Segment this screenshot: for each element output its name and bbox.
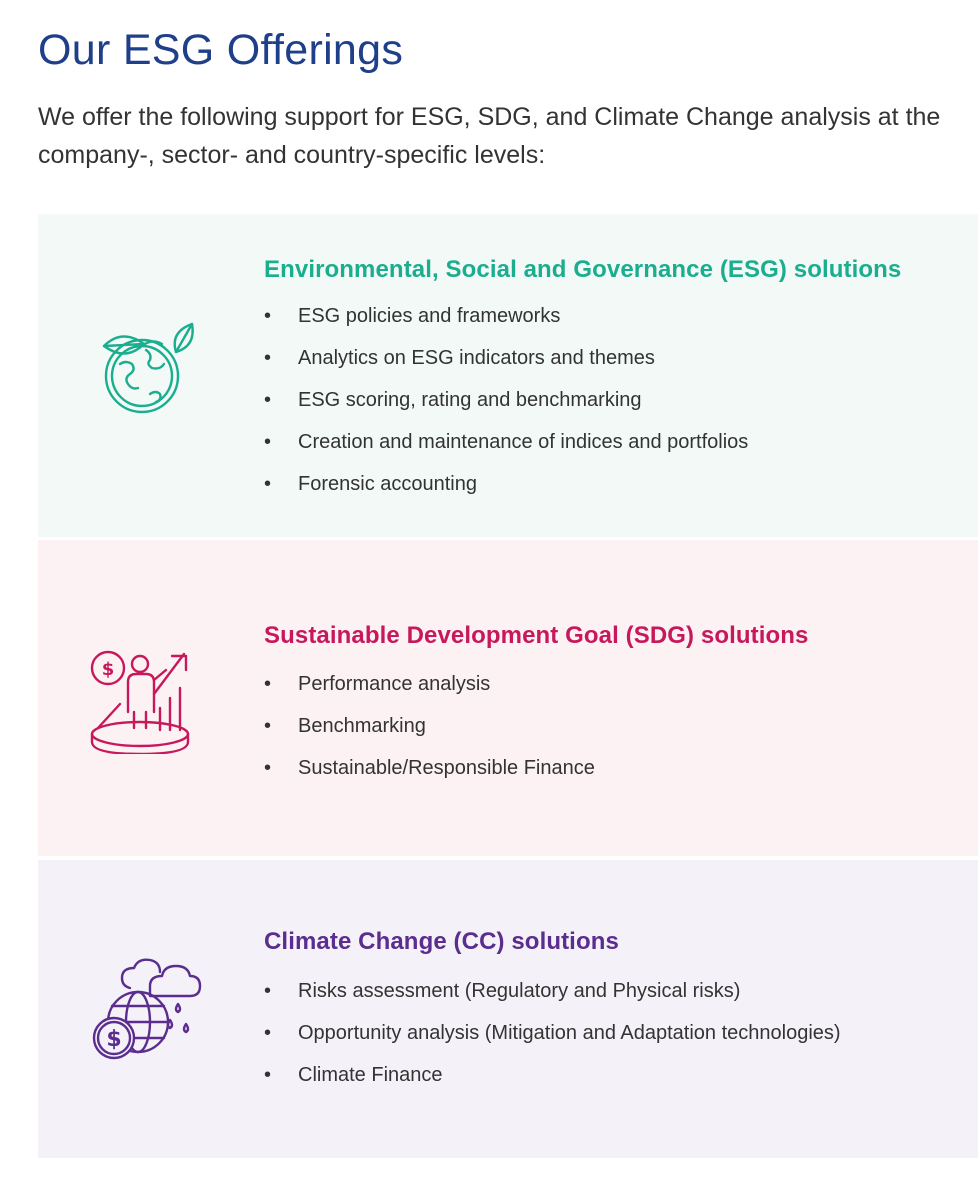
esg-section: [38, 214, 978, 537]
list-item: • Performance analysis: [264, 672, 595, 714]
globe-coin-cloud-icon: [90, 954, 202, 1062]
list-item: • ESG scoring, rating and benchmarking: [264, 388, 748, 430]
list-item: • Sustainable/Responsible Finance: [264, 756, 595, 798]
intro-text: We offer the following support for ESG, SDG, and Climate Change analysis at the company-, sector- and country-specific levels:: [38, 103, 941, 169]
sdg-section: [38, 540, 978, 856]
sdg-heading: Sustainable Development Goal (SDG) solutions: [264, 622, 809, 649]
person-growth-chart-icon: [90, 650, 196, 754]
svg-text:$: $: [101, 659, 115, 680]
sdg-list: [264, 672, 595, 798]
cc-heading: Climate Change (CC) solutions: [264, 928, 619, 955]
esg-list: [264, 304, 748, 514]
list-item: • Analytics on ESG indicators and themes: [264, 346, 748, 388]
cc-section: [38, 860, 978, 1158]
cc-list: [264, 979, 841, 1105]
list-item: • Creation and maintenance of indices and portfolios: [264, 430, 748, 472]
esg-heading: Environmental, Social and Governance (ESG) solutions: [264, 256, 902, 283]
globe-leaves-icon: [90, 316, 200, 426]
list-item: • Opportunity analysis (Mitigation and Adaptation technologies): [264, 1021, 841, 1063]
list-item: • Risks assessment (Regulatory and Physical risks): [264, 979, 841, 1021]
list-item: • Climate Finance: [264, 1063, 841, 1105]
list-item: • ESG policies and frameworks: [264, 304, 748, 346]
svg-text:$: $: [106, 1027, 122, 1052]
list-item: • Forensic accounting: [264, 472, 748, 514]
list-item: • Benchmarking: [264, 714, 595, 756]
page-title: Our ESG Offerings: [38, 26, 404, 74]
